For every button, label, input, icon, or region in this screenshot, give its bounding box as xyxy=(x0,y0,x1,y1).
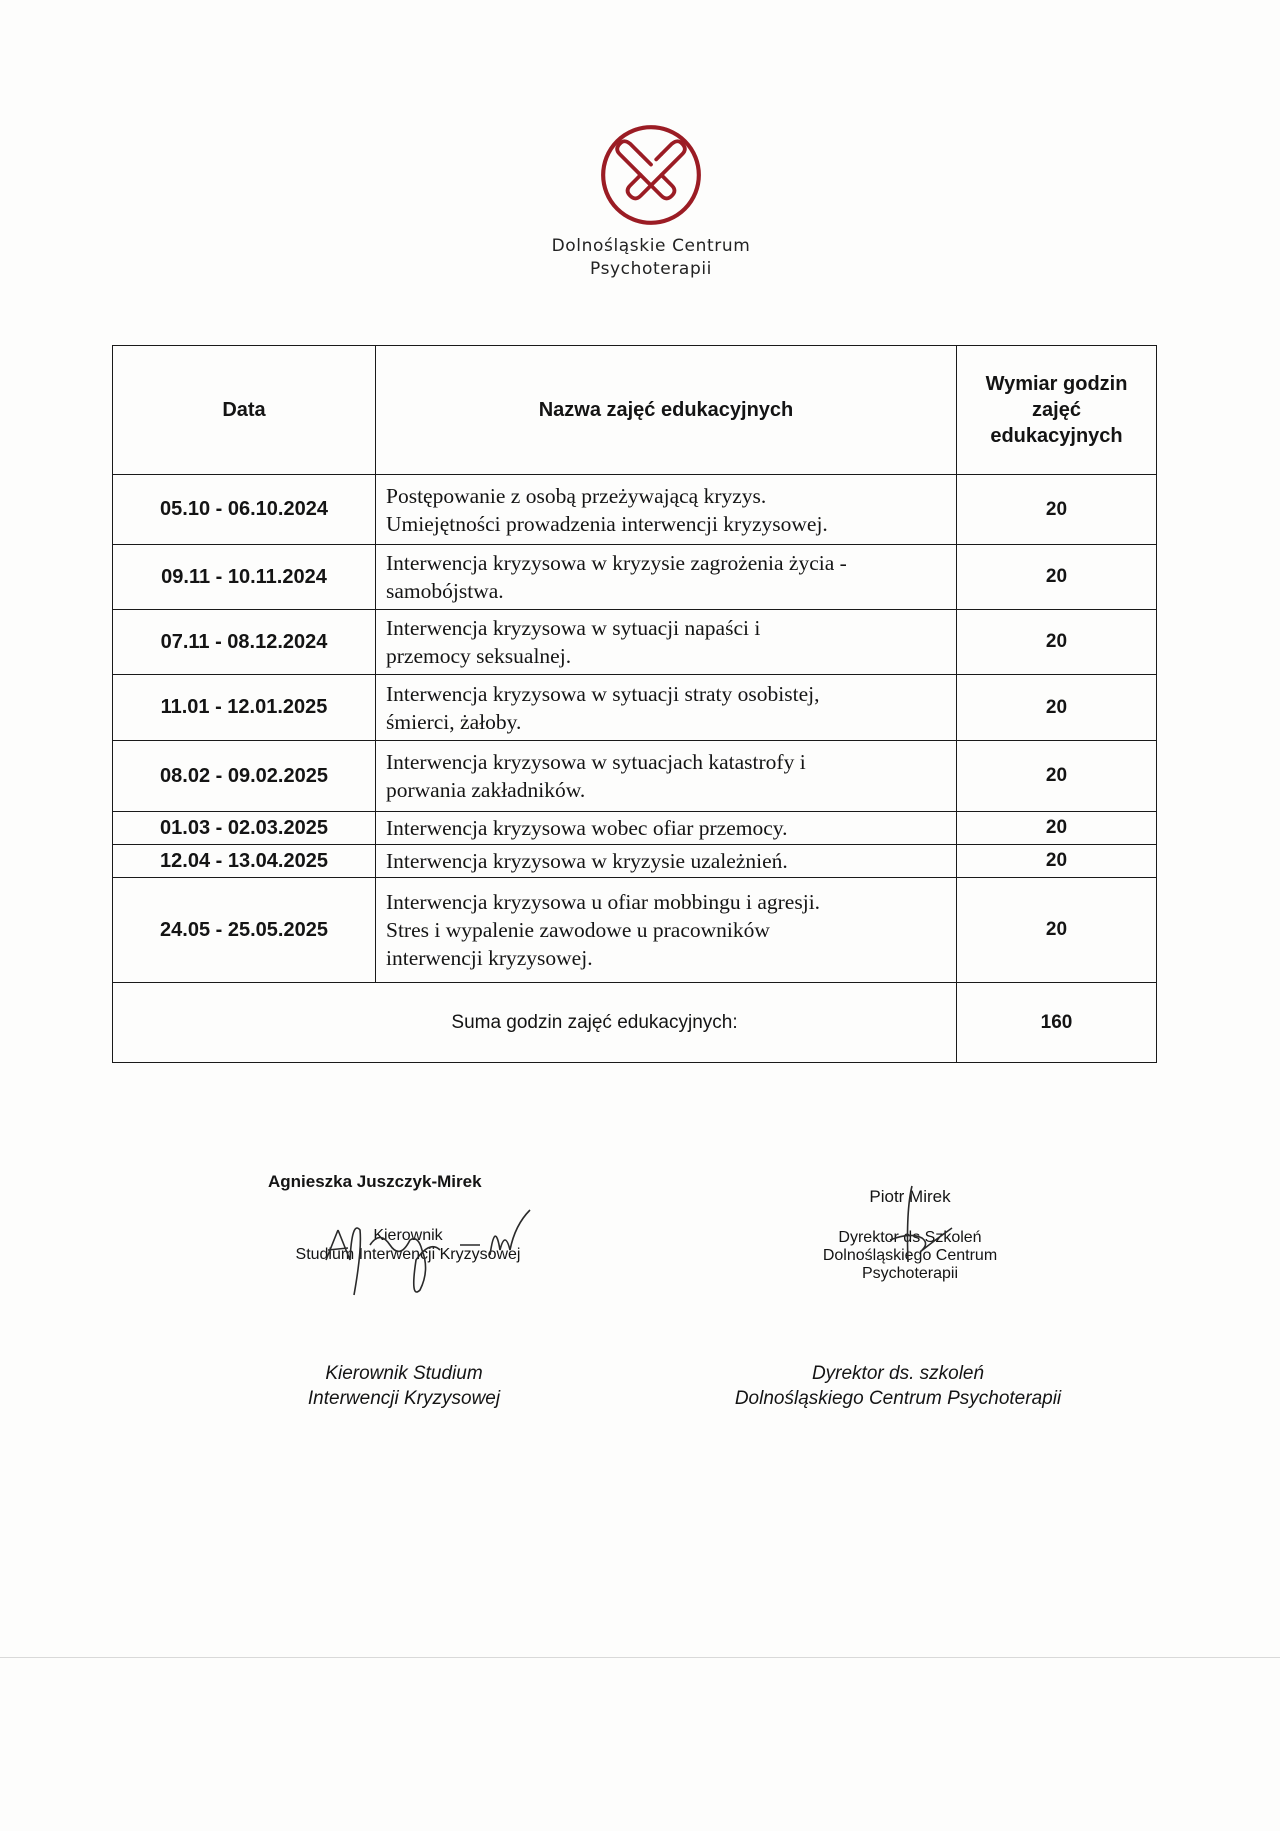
row-date: 09.11 - 10.11.2024 xyxy=(113,545,376,610)
table-row xyxy=(113,812,1157,845)
right-title-line2: Dolnośląskiego Centrum Psychoterapii xyxy=(734,1388,1062,1409)
row-hours: 20 xyxy=(957,878,1157,983)
right-signatory-name: Piotr Mirek xyxy=(869,1187,951,1206)
sum-value: 160 xyxy=(957,983,1157,1063)
row-hours: 20 xyxy=(957,545,1157,610)
row-hours: 20 xyxy=(957,741,1157,812)
sum-label: Suma godzin zajęć edukacyjnych: xyxy=(113,983,957,1063)
header-hours-line1: Wymiar godzin xyxy=(985,373,1128,395)
header-date: Data xyxy=(113,346,376,475)
course-name-line: śmierci, żałoby. xyxy=(386,709,522,734)
row-date: 01.03 - 02.03.2025 xyxy=(113,812,376,845)
course-name-line: porwania zakładników. xyxy=(386,778,586,802)
course-name-line: Interwencja kryzysowa u ofiar mobbingu i agresji. xyxy=(386,890,821,914)
course-name-line: samobójstwa. xyxy=(386,579,504,603)
left-title-line2: Interwencji Kryzysowej xyxy=(307,1388,501,1409)
course-name-line: Interwencja kryzysowa w sytuacji straty osobistej, xyxy=(386,681,820,706)
organization-name-line1: Dolnośląskie Centrum xyxy=(551,236,751,256)
course-name-line: Postępowanie z osobą przeżywającą kryzys. xyxy=(386,483,767,508)
course-name-line: interwencji kryzysowej. xyxy=(386,946,593,970)
left-stamp-line1: Kierownik xyxy=(373,1227,443,1244)
row-hours: 20 xyxy=(957,475,1157,545)
table-row xyxy=(113,545,1157,610)
course-name-line: Interwencja kryzysowa wobec ofiar przemocy. xyxy=(386,816,788,840)
right-stamp-line1: Dyrektor ds Szkoleń xyxy=(838,1229,982,1246)
table-row xyxy=(113,878,1157,983)
scan-fold-line xyxy=(0,1657,1280,1658)
header-hours xyxy=(957,346,1157,475)
row-course-name xyxy=(376,475,957,545)
row-date: 12.04 - 13.04.2025 xyxy=(113,845,376,878)
left-stamp-line2: Studium Interwencji Kryzysowej xyxy=(295,1246,521,1263)
course-name-line: przemocy seksualnej. xyxy=(386,644,572,668)
left-signatory-name: Agnieszka Juszczyk-Mirek xyxy=(268,1172,482,1191)
row-course-name xyxy=(376,812,957,845)
left-handwritten-signature xyxy=(290,1200,550,1310)
header-course-name: Nazwa zajęć edukacyjnych xyxy=(376,346,957,475)
table-row xyxy=(113,475,1157,545)
organization-name-line2: Psychoterapii xyxy=(590,259,712,279)
course-name-line: Interwencja kryzysowa w kryzysie uzależnień. xyxy=(386,849,788,873)
row-hours: 20 xyxy=(957,845,1157,878)
table-row xyxy=(113,610,1157,675)
row-course-name xyxy=(376,545,957,610)
sum-row xyxy=(113,983,1157,1063)
table-row xyxy=(113,675,1157,741)
row-date: 11.01 - 12.01.2025 xyxy=(113,675,376,741)
right-stamp-line3: Psychoterapii xyxy=(861,1265,959,1282)
course-name-line: Stres i wypalenie zawodowe u pracowników xyxy=(386,918,770,942)
row-hours: 20 xyxy=(957,812,1157,845)
organization-logo-icon xyxy=(599,123,703,227)
right-stamp-line2: Dolnośląskiego Centrum xyxy=(822,1247,998,1264)
table-row xyxy=(113,741,1157,812)
right-title-line1: Dyrektor ds. szkoleń xyxy=(811,1363,985,1384)
row-course-name xyxy=(376,878,957,983)
row-date: 24.05 - 25.05.2025 xyxy=(113,878,376,983)
row-course-name xyxy=(376,845,957,878)
right-signatory-title xyxy=(678,1361,1118,1411)
course-name-line: Umiejętności prowadzenia interwencji kryzysowej. xyxy=(386,511,828,536)
header-hours-line2: zajęć xyxy=(1032,399,1081,421)
left-signatory-title xyxy=(254,1361,554,1411)
row-course-name xyxy=(376,741,957,812)
row-hours: 20 xyxy=(957,675,1157,741)
course-name-line: Interwencja kryzysowa w sytuacji napaści i xyxy=(386,616,761,640)
header-hours-line3: edukacyjnych xyxy=(990,425,1123,447)
courses-table xyxy=(112,345,1157,1063)
right-handwritten-signature xyxy=(860,1180,980,1270)
course-name-line: Interwencja kryzysowa w sytuacjach katastrofy i xyxy=(386,750,806,774)
table-header-row xyxy=(113,346,1157,475)
row-hours: 20 xyxy=(957,610,1157,675)
row-date: 08.02 - 09.02.2025 xyxy=(113,741,376,812)
row-date: 05.10 - 06.10.2024 xyxy=(113,475,376,545)
table-row xyxy=(113,845,1157,878)
course-name-line: Interwencja kryzysowa w kryzysie zagrożenia życia - xyxy=(386,551,847,575)
row-date: 07.11 - 08.12.2024 xyxy=(113,610,376,675)
left-title-line1: Kierownik Studium xyxy=(325,1363,483,1384)
row-course-name xyxy=(376,675,957,741)
row-course-name xyxy=(376,610,957,675)
